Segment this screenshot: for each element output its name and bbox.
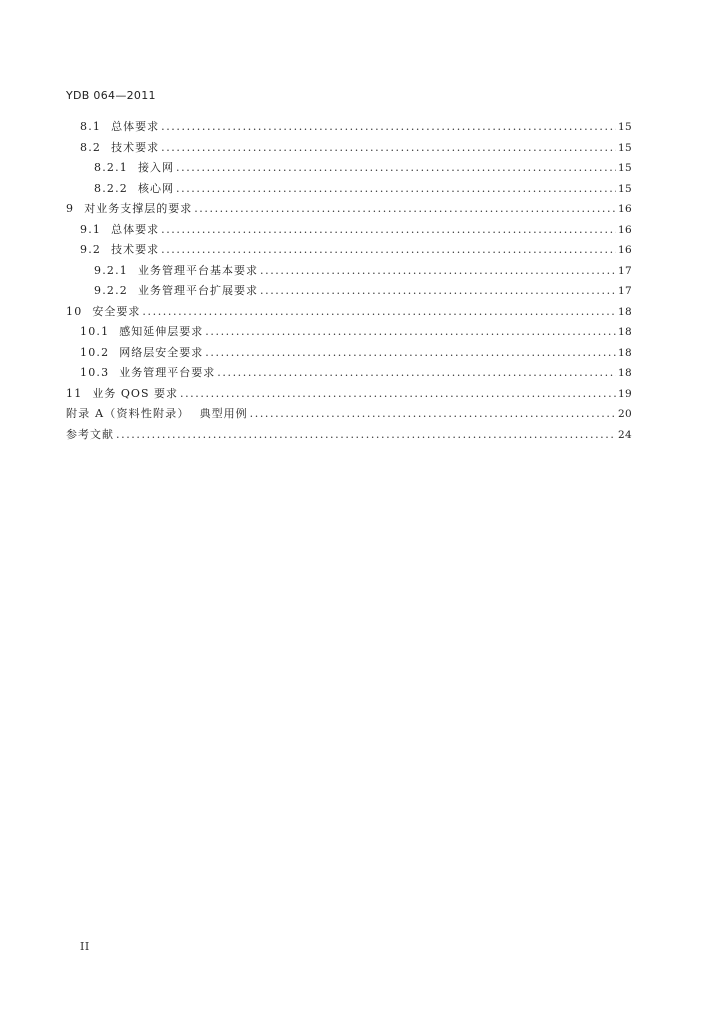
toc-entry[interactable] — [66, 322, 632, 343]
toc-entry[interactable] — [66, 158, 632, 179]
toc-entry-page: 24 — [618, 428, 632, 441]
toc-entry-number: 10.2 — [80, 345, 110, 359]
toc-entry-page: 15 — [618, 182, 632, 195]
toc-entry-number: 9.2.2 — [94, 284, 128, 297]
toc-entry[interactable] — [66, 363, 632, 384]
toc-entry-page: 16 — [618, 223, 632, 236]
toc-entry-title: 网络层安全要求 — [119, 345, 204, 359]
toc-entry-number: 9.2.1 — [94, 263, 128, 277]
toc-entry-title: 业务 QOS 要求 — [92, 386, 178, 400]
toc-entry[interactable] — [66, 240, 632, 261]
toc-entry-page: 16 — [618, 244, 632, 256]
toc-entry-title: 接入网 — [138, 161, 174, 174]
toc-entry-page: 15 — [618, 141, 632, 154]
toc-entry-number: 附录 A（资料性附录） — [66, 407, 190, 420]
toc-entry-title: 业务管理平台扩展要求 — [138, 284, 258, 297]
toc-entry-number: 8.1 — [80, 120, 102, 133]
toc-entry[interactable] — [66, 343, 632, 364]
toc-entry-title: 业务管理平台基本要求 — [138, 263, 258, 277]
toc-entry[interactable] — [66, 302, 632, 323]
toc-entry[interactable] — [66, 384, 632, 405]
toc-dot-leader — [161, 138, 616, 159]
toc-entry-number: 11 — [66, 386, 83, 400]
toc-dot-leader — [176, 179, 616, 200]
toc-entry-page: 18 — [618, 346, 632, 359]
toc-entry[interactable] — [66, 117, 632, 138]
toc-entry-title: 感知延伸层要求 — [119, 325, 204, 338]
toc-entry-number: 8.2.2 — [94, 181, 128, 195]
toc-dot-leader — [161, 117, 616, 138]
toc-entry[interactable] — [66, 138, 632, 159]
toc-entry-number: 10.1 — [80, 325, 110, 338]
toc-dot-leader — [194, 199, 616, 220]
toc-entry-references[interactable] — [66, 425, 632, 446]
toc-entry-title: 安全要求 — [92, 304, 141, 318]
toc-entry-number: 9.2 — [80, 243, 102, 256]
document-code-header: YDB 064—2011 — [66, 89, 156, 102]
toc-entry-page: 20 — [618, 408, 632, 420]
toc-entry-title: 总体要求 — [111, 222, 160, 236]
toc-entry-title: 参考文献 — [66, 427, 114, 441]
toc-entry[interactable] — [66, 199, 632, 220]
toc-entry-page: 17 — [618, 285, 632, 297]
toc-entry-page: 18 — [618, 326, 632, 338]
toc-entry[interactable] — [66, 220, 632, 241]
toc-entry-appendix[interactable] — [66, 404, 632, 425]
toc-entry-title: 总体要求 — [111, 120, 160, 133]
toc-entry-page: 15 — [618, 121, 632, 133]
toc-entry-number: 9.1 — [80, 222, 102, 236]
toc-entry-page: 18 — [618, 305, 632, 318]
toc-entry-title: 对业务支撑层的要求 — [84, 202, 193, 215]
toc-dot-leader — [176, 158, 616, 179]
toc-entry-number: 8.2.1 — [94, 161, 128, 174]
toc-dot-leader — [161, 220, 616, 241]
toc-entry[interactable] — [66, 261, 632, 282]
toc-dot-leader — [217, 363, 616, 384]
toc-entry-page: 19 — [618, 387, 632, 400]
toc-entry-page: 18 — [618, 367, 632, 379]
table-of-contents — [66, 117, 632, 445]
toc-dot-leader — [180, 384, 616, 405]
toc-entry-number: 9 — [66, 202, 75, 215]
toc-entry-page: 17 — [618, 264, 632, 277]
page-number: II — [80, 940, 90, 953]
toc-entry-page: 16 — [618, 203, 632, 215]
toc-dot-leader — [205, 322, 616, 343]
toc-entry-number: 10 — [66, 304, 83, 318]
toc-entry-number: 8.2 — [80, 140, 102, 154]
toc-dot-leader — [116, 425, 616, 446]
toc-entry-title: 核心网 — [138, 181, 174, 195]
toc-dot-leader — [161, 240, 616, 261]
toc-entry-title: 业务管理平台要求 — [119, 366, 216, 379]
toc-entry-title: 典型用例 — [199, 407, 248, 420]
toc-dot-leader — [250, 404, 616, 425]
toc-entry[interactable] — [66, 179, 632, 200]
toc-entry-title: 技术要求 — [111, 140, 160, 154]
toc-dot-leader — [260, 261, 616, 282]
toc-dot-leader — [205, 343, 616, 364]
toc-entry[interactable] — [66, 281, 632, 302]
toc-entry-number: 10.3 — [80, 366, 110, 379]
toc-dot-leader — [260, 281, 616, 302]
toc-dot-leader — [142, 302, 616, 323]
toc-entry-title: 技术要求 — [111, 243, 160, 256]
toc-entry-page: 15 — [618, 162, 632, 174]
